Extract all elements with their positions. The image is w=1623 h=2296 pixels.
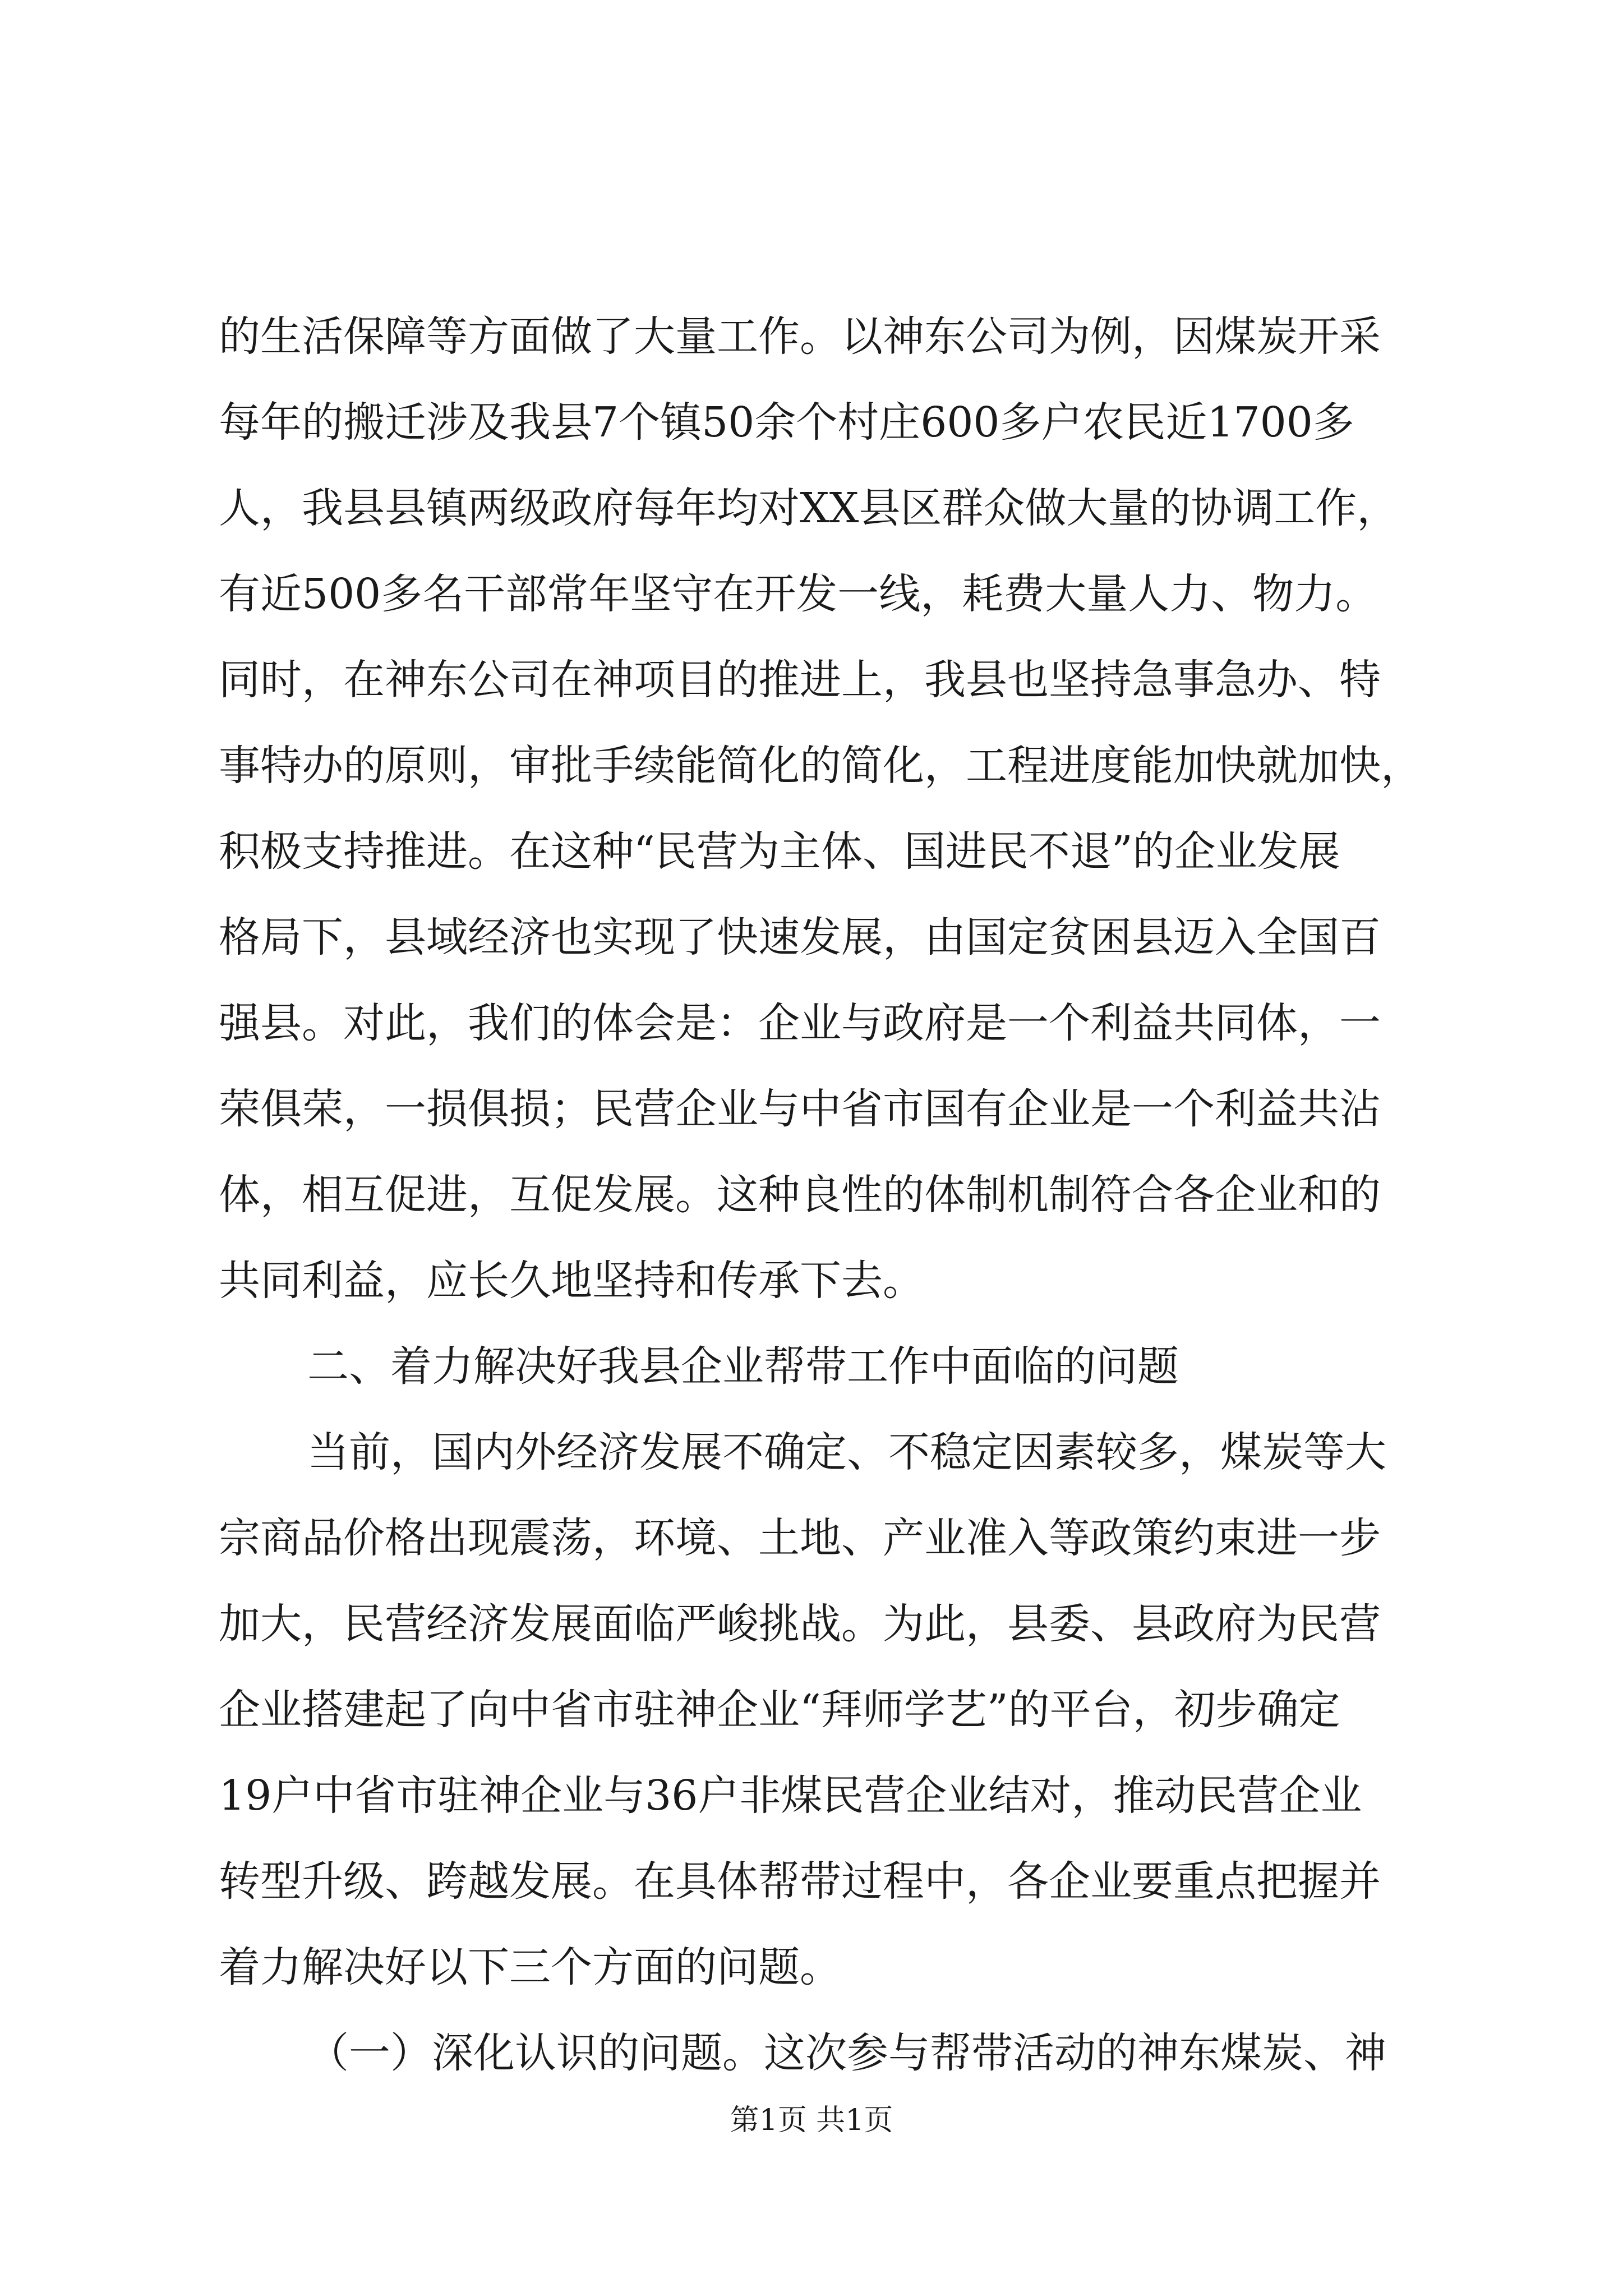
body-line-5: 同时，在神东公司在神项目的推进上，我县也坚持急事急办、特	[219, 656, 1381, 704]
subsection-line: （一）深化认识的问题。这次参与帮带活动的神东煤炭、神	[307, 2029, 1386, 2077]
body-line-20: 着力解决好以下三个方面的问题。	[219, 1943, 841, 1991]
body-line-10: 荣俱荣，一损俱损；民营企业与中省市国有企业是一个利益共沾	[219, 1085, 1381, 1133]
body-line-17: 企业搭建起了向中省市驻神企业“拜师学艺”的平台，初步确定	[219, 1686, 1340, 1734]
body-line-2: 每年的搬迁涉及我县7个镇50余个村庄600多户农民近1700多	[219, 398, 1354, 447]
page-footer: 第1页 共1页	[730, 2104, 893, 2137]
body-line-18: 19户中省市驻神企业与36户非煤民营企业结对，推动民营企业	[219, 1772, 1362, 1820]
body-line-6: 事特办的原则，审批手续能简化的简化，工程进度能加快就加快，	[219, 742, 1422, 790]
body-line-7: 积极支持推进。在这种“民营为主体、国进民不退”的企业发展	[219, 827, 1340, 876]
body-line-14: 当前，国内外经济发展不确定、不稳定因素较多，煤炭等大	[307, 1428, 1386, 1476]
body-line-11: 体，相互促进，互促发展。这种良性的体制机制符合各企业和的	[219, 1171, 1381, 1219]
body-line-15: 宗商品价格出现震荡，环境、土地、产业准入等政策约束进一步	[219, 1514, 1381, 1562]
body-line-12: 共同利益，应长久地坚持和传承下去。	[219, 1257, 924, 1305]
body-line-8: 格局下，县域经济也实现了快速发展，由国定贫困县迈入全国百	[219, 913, 1381, 961]
section-heading: 二、着力解决好我县企业帮带工作中面临的问题	[307, 1342, 1179, 1391]
body-line-9: 强县。对此，我们的体会是：企业与政府是一个利益共同体，一	[219, 999, 1381, 1047]
body-line-4: 有近500多名干部常年坚守在开发一线，耗费大量人力、物力。	[219, 570, 1377, 618]
body-line-3: 人，我县县镇两级政府每年均对XX县区群众做大量的协调工作，	[219, 484, 1399, 532]
body-line-1: 的生活保障等方面做了大量工作。以神东公司为例，因煤炭开采	[219, 312, 1381, 361]
body-line-19: 转型升级、跨越发展。在具体帮带过程中，各企业要重点把握并	[219, 1857, 1381, 1906]
body-line-16: 加大，民营经济发展面临严峻挑战。为此，县委、县政府为民营	[219, 1600, 1381, 1648]
